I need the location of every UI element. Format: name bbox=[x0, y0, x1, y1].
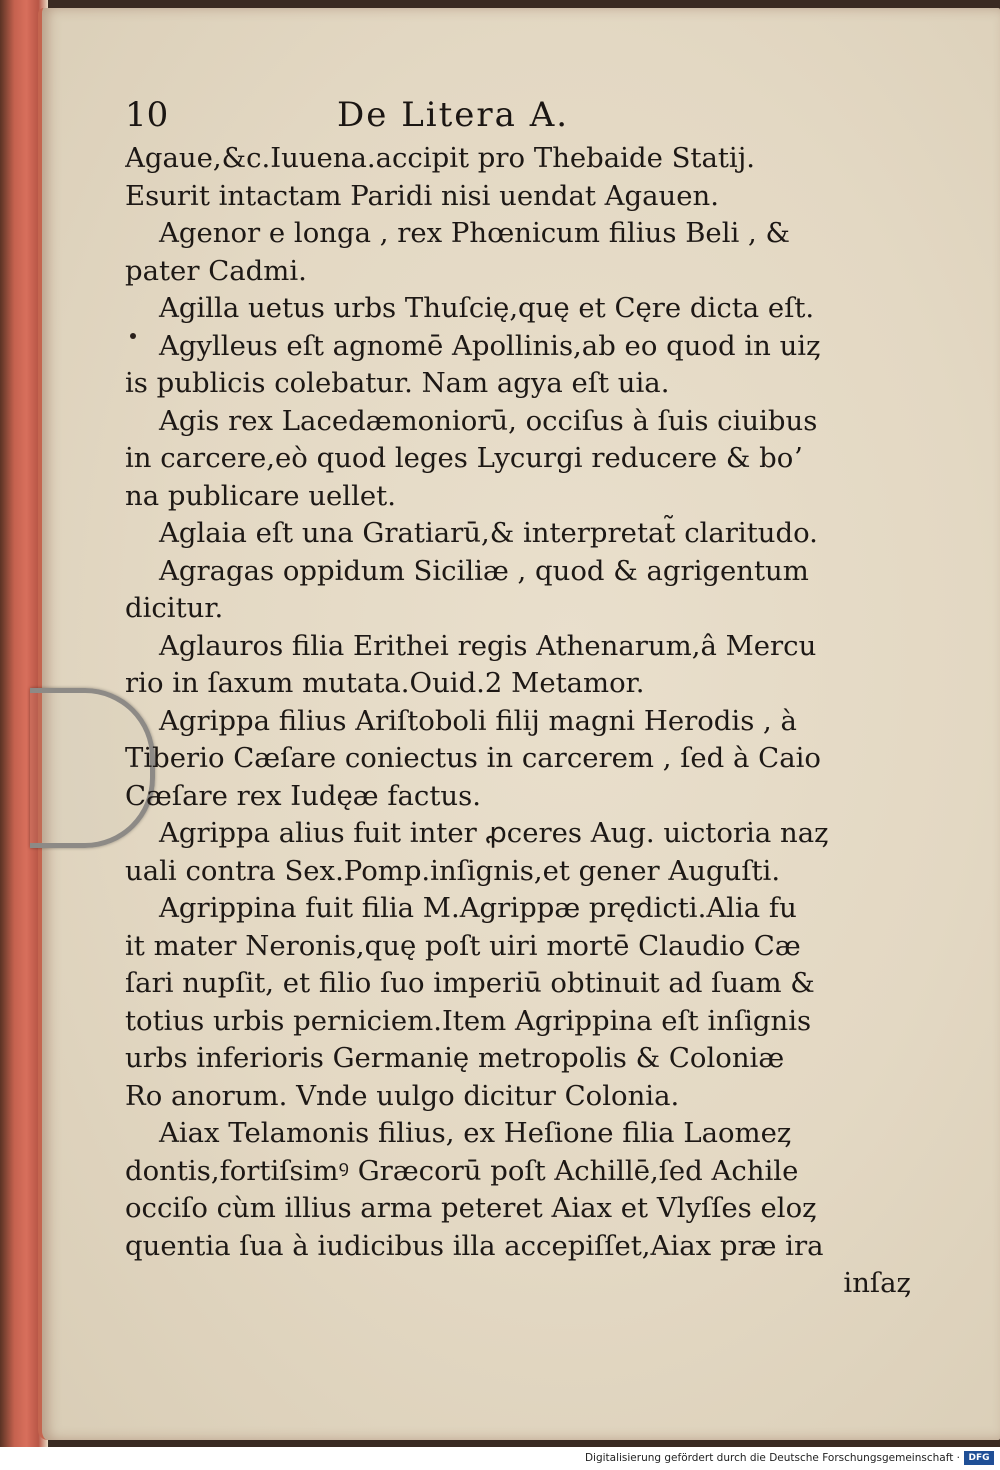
text-line: it mater Neronis,quę poſt uiri mortē Claudio Cæ bbox=[125, 929, 801, 962]
text-line: Agragas oppidum Siciliæ , quod & agrigentum bbox=[159, 554, 809, 587]
text-line: Aglauros filia Erithei regis Athenarum,â Mercu bbox=[159, 629, 817, 662]
text-line: Agaue,&c.Iuuena.accipit pro Thebaide Statij. bbox=[125, 142, 755, 174]
catchword: inſaȥ bbox=[843, 1267, 911, 1299]
text-line: ſari nupſit, et filio ſuo imperiū obtinuit ad ſuam & bbox=[125, 967, 815, 999]
page-header bbox=[125, 92, 685, 138]
dfg-logo: DFG bbox=[964, 1451, 994, 1465]
text-line: rio in ſaxum mutata.Ouid.2 Metamor. bbox=[125, 667, 645, 699]
running-title: De Litera A. bbox=[337, 95, 570, 135]
text-line: Aglaia eſt una Gratiarū,& interpretat̃ claritudo. bbox=[159, 517, 818, 549]
text-line: occiſo cùm illius arma peteret Aiax et Vlyſſes eloȥ bbox=[125, 1192, 817, 1224]
footer bbox=[0, 1447, 1000, 1470]
text-line: is publicis colebatur. Nam agya eſt uia. bbox=[125, 367, 670, 399]
text-line: Aiax Telamonis filius, ex Heſione filia Laomeȥ bbox=[159, 1117, 792, 1149]
text-line: Agylleus eſt agnomē Apollinis,ab eo quod in uiȥ bbox=[159, 329, 821, 362]
text-line: quentia ſua à iudicibus illa accepiſſet,Aiax præ ira bbox=[125, 1229, 824, 1262]
text-line: in carcere,eò quod leges Lycurgi reducere & boʼ bbox=[125, 442, 803, 474]
text-line: Agrippa alius fuit inter ꝓceres Aug. uictoria naȥ bbox=[159, 817, 829, 849]
text-line: Agrippa filius Ariſtoboli filij magni Herodis , à bbox=[159, 704, 797, 737]
text-line: Agis rex Lacedæmoniorū, occiſus à ſuis ciuibus bbox=[159, 404, 818, 437]
text-line: Agenor e longa , rex Phœnicum filius Beli , & bbox=[159, 217, 790, 249]
text-line: Ro anorum. Vnde uulgo dicitur Colonia. bbox=[125, 1079, 680, 1112]
text-line: urbs inferioris Germanię metropolis & Coloniæ bbox=[125, 1042, 785, 1074]
text-line: totius urbis perniciem.Item Agrippina eſt inſignis bbox=[125, 1004, 812, 1037]
text-block bbox=[125, 140, 915, 1303]
text-line: uali contra Sex.Pomp.inſignis,et gener Auguſti. bbox=[125, 854, 781, 887]
page-number: 10 bbox=[125, 95, 169, 135]
text-line: dicitur. bbox=[125, 592, 224, 624]
text-line: Agrippina fuit filia M.Agrippæ prędicti.Alia fu bbox=[159, 892, 797, 924]
text-line: pater Cadmi. bbox=[125, 254, 307, 287]
text-line: Tiberio Cæſare coniectus in carcerem , ſed à Caio bbox=[125, 742, 821, 774]
text-line: Esurit intactam Paridi nisi uendat Agauen. bbox=[125, 179, 719, 212]
text-line: Agilla uetus urbs Thuſcię,quę et Cęre dicta eſt. bbox=[159, 292, 815, 324]
text-line: na publicare uellet. bbox=[125, 479, 396, 512]
text-line: dontis,fortiſsimꝰ Græcorū poſt Achillē,ſed Achile bbox=[125, 1154, 799, 1187]
funding-credit: Digitalisierung gefördert durch die Deutsche Forschungsgemeinschaft · bbox=[584, 1452, 960, 1464]
text-line: Cæſare rex Iudęæ factus. bbox=[125, 779, 481, 812]
